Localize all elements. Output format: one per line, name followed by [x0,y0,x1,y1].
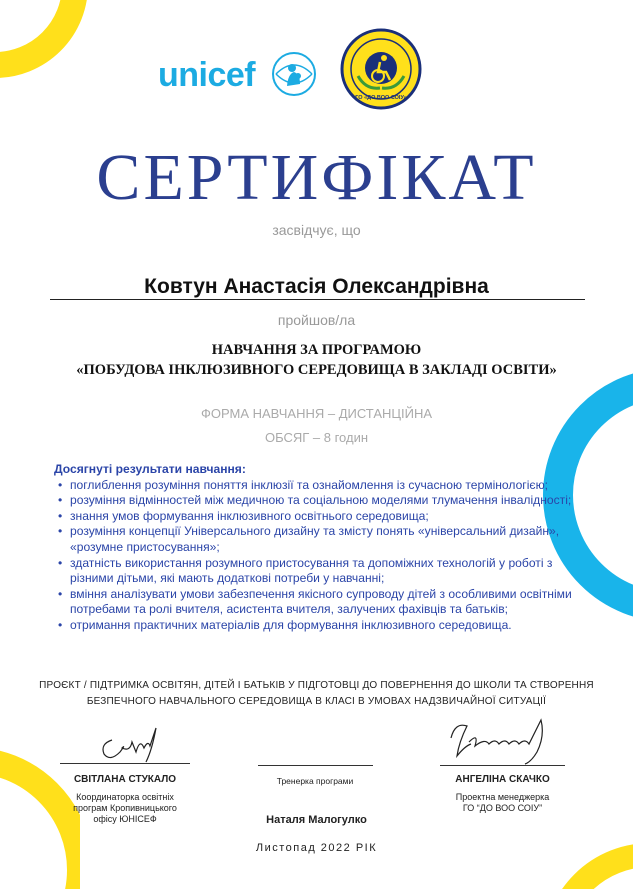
list-item: • знання умов формування інклюзивного освітнього середовища; [54,509,584,525]
trainer-label: Тренерка програми [276,776,354,786]
list-item: • розуміння концепції Універсального дизайну та змісту понять «універсальний дизайн», «розумне пристосування»; [54,524,584,555]
right-signature-line [440,765,565,766]
left-signer-role-3: офісу ЮНІСЕФ [93,814,157,824]
left-signature-line [60,763,190,764]
middle-signature-line [258,765,373,766]
list-item: • поглиблення розуміння поняття інклюзії та ознайомлення із сучасною термінологією; [54,478,584,494]
project-line-2: БЕЗПЕЧНОГО НАВЧАЛЬНОГО СЕРЕДОВИЩА В КЛАСІ В УМОВАХ НАДЗВИЧАЙНОЇ СИТУАЦІЇ [86,696,547,707]
right-signer-role-2: ГО “ДО ВОО СОІУ” [462,803,543,813]
right-signer-role-1: Проектна менеджерка [455,792,550,802]
project-line-1: ПРОЄКТ / ПІДТРИМКА ОСВІТЯН, ДІТЕЙ І БАТЬКІВ У ПІДГОТОВЦІ ДО ПОВЕРНЕННЯ ДО ШКОЛИ ТА СТВОРЕННЯ [39,680,594,691]
logo-row [158,28,438,118]
name-underline [50,299,585,300]
results-heading: Досягнуті результати навчання: [54,462,246,476]
learning-results [54,462,584,634]
list-item: • розуміння відмінностей між медичною та соціальною моделями тлумачення інвалідності; [54,493,584,509]
certifies-text: засвідчує, що [272,222,361,238]
left-signer-role-2: програм Кропивницького [73,803,177,813]
certificate-title: СЕРТИФІКАТ [96,141,537,214]
yellow-arc-top-left-decoration [0,0,100,100]
issue-date: Листопад 2022 РІК [255,842,378,854]
study-form: ФОРМА НАВЧАННЯ – ДИСТАНЦІЙНА [200,406,433,421]
right-signature-image [445,712,555,768]
study-volume: ОБСЯГ – 8 годин [264,430,369,445]
left-signer-name: СВІТЛАНА СТУКАЛО [73,774,177,785]
unicef-logo-text: unicef [158,56,256,94]
right-signer-name: АНГЕЛІНА СКАЧКО [455,774,550,785]
unicef-emblem-icon [270,50,318,98]
trainer-name: Наталя Малогулко [266,814,367,826]
list-item: • отримання практичних матеріалів для формування інклюзивного середовища. [54,618,584,634]
passed-text: пройшов/ла [277,312,356,328]
results-list [54,478,584,634]
recipient-name: Ковтун Анастасія Олександрівна [144,275,489,298]
program-heading: НАВЧАННЯ ЗА ПРОГРАМОЮ [211,342,422,358]
left-signature-image [92,718,172,768]
program-name: «ПОБУДОВА ІНКЛЮЗИВНОГО СЕРЕДОВИЩА В ЗАКЛАДІ ОСВІТИ» [76,362,557,378]
organization-seal-logo [340,28,422,110]
seal-text: ГО «ДО ВОО СОІУ» [355,95,407,101]
left-signer-role-1: Координаторка освітніх [76,792,174,802]
list-item: • здатність використання розумного пристосування та допоміжних технологій у роботі з різними дітьми, які мають додаткові потреби у навчанні; [54,556,584,587]
list-item: • вміння аналізувати умови забезпечення якісного супроводу дітей з особливими освітніми потребами та ролі вчителя, асистента вчителя, залучених фахівців та батьків; [54,587,584,618]
